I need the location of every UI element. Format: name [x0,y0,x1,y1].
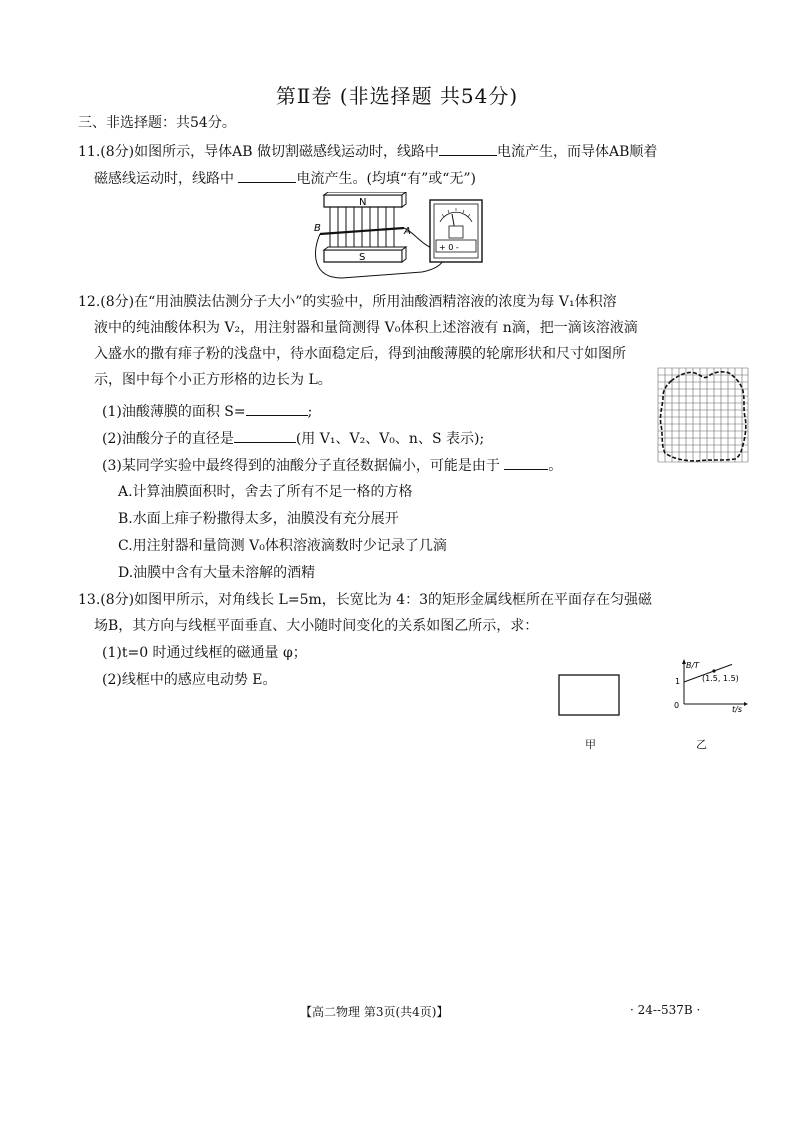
q12-line3: 入盛水的撒有痱子粉的浅盘中，待水面稳定后，得到油酸薄膜的轮廓形状和尺寸如图所 [94,346,626,362]
q11-text-c: 磁感线运动时，线路中 [94,171,239,187]
q12-option-a: A.计算油膜面积时，舍去了所有不足一格的方格 [118,484,413,500]
fig-a-caption: 甲 [585,738,596,751]
q11-text-b: 电流产生，而导体AB顺着 [496,144,658,160]
q12-option-b: B.水面上痱子粉撒得太多，油膜没有充分展开 [118,511,399,527]
q12-sub2 [102,428,484,449]
q11-figure [312,192,492,284]
graph-plot [674,659,748,714]
oil-film-grid-figure [657,367,749,463]
q13-figure-a [556,672,622,718]
grid-lines [658,368,748,462]
y-tick-label: 1 [675,677,681,686]
page-title: 第Ⅱ卷 (非选择题 共54分) [275,84,519,108]
q12-sub1 [102,401,312,422]
q12-line1: 12.(8分)在“用油膜法估测分子大小”的实验中，所用油酸酒精溶液的浓度为每 V₁体积溶 [78,294,617,310]
n-label: N [359,197,367,208]
q12-sub1-text: (1)油酸薄膜的面积 S= [102,404,246,420]
a-label: A [404,226,411,237]
q12-line4: 示，图中每个小正方形格的边长为 L。 [94,372,332,388]
q13-graph [668,658,748,722]
q12-line2: 液中的纯油酸体积为 V₂，用注射器和量筒测得 V₀体积上述溶液有 n滴，把一滴该溶液滴 [94,320,638,336]
q11-blank-1[interactable] [439,141,497,156]
b-label: B [314,223,321,234]
q11-line1 [78,141,657,162]
q13-sub1: (1)t=0 时通过线框的磁通量 φ； [102,645,307,661]
s-label: S [359,252,366,263]
q12-sub3-text: (3)某同学实验中最终得到的油酸分子直径数据偏小，可能是由于 [102,458,505,474]
oil-film-outline [660,372,745,461]
footer-code: · 24--537B · [630,1003,701,1017]
terminals-label: + 0 - [439,243,459,252]
q12-option-c: C.用注射器和量筒测 V₀体积溶液滴数时少记录了几滴 [118,538,447,554]
q11-blank-2[interactable] [238,168,296,183]
x-axis-arrow [744,702,748,706]
q13-line2: 场B，其方向与线框平面垂直、大小随时间变化的关系如图乙所示，求： [94,618,539,634]
q12-sub3 [102,455,562,476]
q13-sub2: (2)线框中的感应电动势 E。 [102,672,277,688]
footer-page-info: 【高二物理 第3页(共4页)】 [300,1005,449,1019]
q11-line2 [94,168,476,189]
q12-sub2-text: (2)油酸分子的直径是 [102,431,234,447]
q12-blank-reason[interactable] [504,455,548,470]
data-point [712,669,715,672]
origin-label: 0 [674,701,680,710]
q11-text-a: 11.(8分)如图所示，导体AB 做切割磁感线运动时，线路中 [78,144,439,160]
wire-frame-rect [559,675,619,715]
q12-option-d: D.油膜中含有大量未溶解的酒精 [118,565,316,581]
q12-sub3-end: 。 [548,458,563,474]
q12-sub1-end: ; [307,404,313,420]
q11-text-d: 电流产生。(均填“有”或“无”) [296,171,477,187]
q12-blank-diameter[interactable] [234,428,296,443]
data-point-label: (1.5, 1.5) [702,674,739,683]
q12-blank-area[interactable] [246,401,308,416]
q13-line1: 13.(8分)如图甲所示，对角线长 L=5m，长宽比为 4：3的矩形金属线框所在平面存在匀强磁 [78,592,653,608]
x-axis-label: t/s [732,705,742,714]
section-header: 三、非选择题：共54分。 [78,115,236,131]
y-axis-label: B/T [686,661,700,670]
fig-b-caption: 乙 [696,738,707,751]
q12-sub2-hint: (用 V₁、V₂、V₀、n、S 表示); [295,431,485,447]
